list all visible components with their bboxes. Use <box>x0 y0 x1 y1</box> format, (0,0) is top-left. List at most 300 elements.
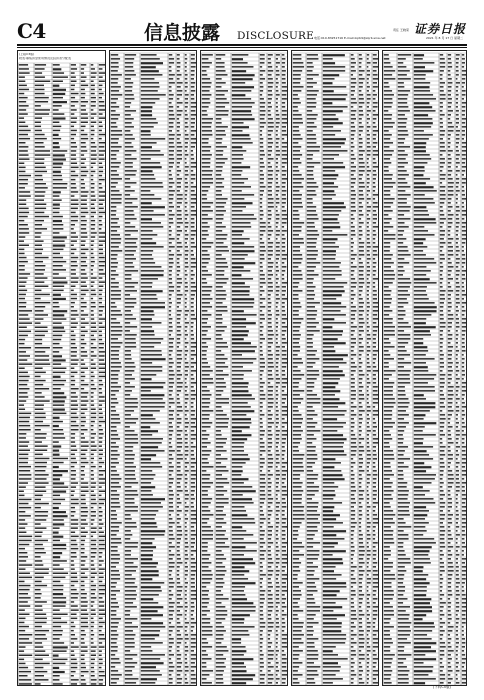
table-cell-microprint <box>177 218 182 220</box>
table-cell-microprint <box>216 202 226 204</box>
table-cell-microprint <box>307 466 312 468</box>
table-cell-microprint <box>191 542 195 544</box>
table-cell-microprint <box>177 82 183 84</box>
table-cell-microprint <box>141 534 165 536</box>
table-cell-microprint <box>99 491 106 493</box>
table-cell-microprint <box>81 630 85 632</box>
table-cell-microprint <box>268 374 272 376</box>
table-cell-microprint <box>191 630 193 632</box>
table-cell-microprint <box>351 474 355 476</box>
table-cell-microprint <box>111 658 120 660</box>
table-cell-microprint <box>282 334 285 336</box>
table-cell-microprint <box>35 302 51 304</box>
table-cell-microprint <box>373 130 379 132</box>
table-cell-microprint <box>91 281 95 283</box>
table-cell-microprint <box>71 109 77 111</box>
table-cell-microprint <box>71 380 75 382</box>
table-cell-microprint <box>202 234 209 236</box>
table-cell-microprint <box>323 58 333 60</box>
table-cell-microprint <box>276 518 279 520</box>
table-cell-microprint <box>260 486 265 488</box>
table-cell-microprint <box>191 318 197 320</box>
table-cell-microprint <box>307 230 318 232</box>
table-cell-microprint <box>177 398 180 400</box>
table-cell-microprint <box>91 232 97 234</box>
table-cell-microprint <box>323 430 338 432</box>
table-cell-microprint <box>81 478 84 480</box>
table-cell-microprint <box>307 302 320 304</box>
table-cell-microprint <box>351 562 353 564</box>
table-cell-microprint <box>282 178 288 180</box>
table-cell-microprint <box>323 554 333 556</box>
table-cell-microprint <box>260 298 266 300</box>
table-cell-microprint <box>191 450 194 452</box>
table-cell-microprint <box>19 618 26 620</box>
table-cell-microprint <box>232 382 249 384</box>
table-cell-microprint <box>169 458 174 460</box>
table-cell-microprint <box>35 261 43 263</box>
table-cell-microprint <box>111 114 120 116</box>
table-cell-microprint <box>367 278 369 280</box>
table-cell-microprint <box>216 606 226 608</box>
table-cell-microprint <box>53 138 61 140</box>
table-cell-microprint <box>276 498 278 500</box>
table-cell-microprint <box>35 335 45 337</box>
table-cell-microprint <box>169 174 172 176</box>
table-cell-microprint <box>216 602 222 604</box>
table-cell-microprint <box>71 302 75 304</box>
table-cell-microprint <box>141 346 154 348</box>
table-cell-microprint <box>53 564 60 566</box>
table-cell-microprint <box>35 327 48 329</box>
table-cell-microprint <box>185 410 189 412</box>
table-cell-microprint <box>125 334 137 336</box>
table-cell-microprint <box>185 626 188 628</box>
table-cell-microprint <box>351 450 357 452</box>
table-cell-microprint <box>185 178 187 180</box>
table-cell-microprint <box>232 462 246 464</box>
table-cell-microprint <box>216 590 221 592</box>
table-cell-microprint <box>71 339 76 341</box>
table-cell-microprint <box>268 154 271 156</box>
table-cell-microprint <box>169 434 172 436</box>
table-cell-microprint <box>111 566 116 568</box>
table-cell-microprint <box>367 630 370 632</box>
table-cell-microprint <box>185 74 188 76</box>
table-cell-microprint <box>323 166 345 168</box>
table-cell-microprint <box>232 594 246 596</box>
table-cell-microprint <box>35 626 42 628</box>
table-cell-microprint <box>293 606 300 608</box>
table-cell-microprint <box>177 630 180 632</box>
table-cell-microprint <box>169 134 175 136</box>
table-cell-microprint <box>81 64 86 66</box>
table-cell-microprint <box>185 670 189 672</box>
table-cell-microprint <box>260 566 263 568</box>
table-cell-microprint <box>359 606 361 608</box>
table-cell-microprint <box>268 498 273 500</box>
table-cell-microprint <box>71 638 78 640</box>
table-cell-microprint <box>19 72 30 74</box>
table-cell-microprint <box>185 346 187 348</box>
table-cell-microprint <box>141 430 158 432</box>
table-cell-microprint <box>282 350 287 352</box>
table-cell-microprint <box>191 278 194 280</box>
table-cell-microprint <box>53 466 59 468</box>
table-cell-microprint <box>81 195 88 197</box>
table-cell-microprint <box>91 445 97 447</box>
table-cell-microprint <box>359 506 363 508</box>
table-cell-microprint <box>307 102 317 104</box>
table-cell-microprint <box>351 402 354 404</box>
table-cell-microprint <box>91 167 93 169</box>
table-cell-microprint <box>141 518 155 520</box>
table-cell-microprint <box>111 662 121 664</box>
table-cell-microprint <box>260 610 263 612</box>
table-cell-microprint <box>19 413 31 415</box>
table-cell-microprint <box>81 683 86 685</box>
table-cell-microprint <box>111 518 117 520</box>
table-cell-microprint <box>276 622 279 624</box>
table-cell-microprint <box>141 282 153 284</box>
table-cell-microprint <box>71 556 77 558</box>
table-cell-microprint <box>35 253 42 255</box>
table-cell-microprint <box>351 270 355 272</box>
table-cell-microprint <box>373 558 376 560</box>
table-cell-microprint <box>53 76 68 78</box>
table-cell-microprint <box>202 478 210 480</box>
table-cell-microprint <box>169 82 175 84</box>
table-cell-microprint <box>81 376 86 378</box>
table-cell-microprint <box>111 110 116 112</box>
table-cell-microprint <box>276 618 279 620</box>
table-cell-microprint <box>35 167 46 169</box>
table-cell-microprint <box>91 573 97 575</box>
table-cell-microprint <box>260 522 264 524</box>
table-cell-microprint <box>35 601 47 603</box>
table-cell-microprint <box>91 64 94 66</box>
table-cell-microprint <box>185 278 187 280</box>
table-cell-microprint <box>81 675 84 677</box>
table-cell-microprint <box>35 638 47 640</box>
table-cell-microprint <box>71 667 78 669</box>
table-cell-microprint <box>268 170 273 172</box>
table-cell-microprint <box>276 338 278 340</box>
table-cell-microprint <box>169 74 175 76</box>
table-cell-microprint <box>191 254 194 256</box>
table-cell-microprint <box>81 199 87 201</box>
table-cell-microprint <box>323 386 336 388</box>
table-cell-microprint <box>323 154 339 156</box>
table-cell-microprint <box>19 64 28 66</box>
table-cell-microprint <box>307 638 319 640</box>
table-cell-microprint <box>232 482 244 484</box>
table-cell-microprint <box>177 266 180 268</box>
table-cell-microprint <box>293 294 299 296</box>
table-cell-microprint <box>260 410 262 412</box>
table-cell-microprint <box>19 314 28 316</box>
table-cell-microprint <box>260 354 263 356</box>
table-cell-microprint <box>260 434 265 436</box>
table-cell-microprint <box>307 598 315 600</box>
table-cell-microprint <box>202 270 208 272</box>
table-cell-microprint <box>53 503 61 505</box>
table-cell-microprint <box>307 142 317 144</box>
table-cell-microprint <box>191 462 196 464</box>
table-cell-microprint <box>268 650 274 652</box>
table-cell-microprint <box>216 330 225 332</box>
table-cell-microprint <box>185 246 188 248</box>
table-cell-microprint <box>91 142 95 144</box>
table-cell-microprint <box>53 478 60 480</box>
table-cell-microprint <box>99 679 103 681</box>
table-cell-microprint <box>191 394 197 396</box>
table-cell-microprint <box>71 113 75 115</box>
table-cell-microprint <box>202 218 213 220</box>
table-cell-microprint <box>191 514 197 516</box>
table-cell-microprint <box>19 212 29 214</box>
table-column-4 <box>291 50 379 686</box>
table-cell-microprint <box>91 310 94 312</box>
table-cell-microprint <box>177 622 181 624</box>
table-cell-microprint <box>185 426 188 428</box>
table-cell-microprint <box>367 294 369 296</box>
table-cell-microprint <box>53 679 60 681</box>
table-cell-microprint <box>268 54 273 56</box>
table-cell-microprint <box>53 355 62 357</box>
table-cell-microprint <box>91 478 94 480</box>
table-cell-microprint <box>260 86 264 88</box>
table-cell-microprint <box>99 64 105 66</box>
table-cell-microprint <box>260 338 265 340</box>
table-cell-microprint <box>19 335 28 337</box>
table-cell-microprint <box>276 430 280 432</box>
table-cell-microprint <box>185 398 189 400</box>
table-cell-microprint <box>185 118 189 120</box>
table-grid-2 <box>110 51 197 686</box>
table-cell-microprint <box>367 274 370 276</box>
table-cell-microprint <box>91 351 94 353</box>
table-cell-microprint <box>177 122 180 124</box>
table-cell-microprint <box>276 150 280 152</box>
table-cell-microprint <box>177 602 180 604</box>
table-cell-microprint <box>53 482 64 484</box>
table-cell-microprint <box>293 90 302 92</box>
table-cell-microprint <box>232 326 246 328</box>
table-cell-microprint <box>307 490 319 492</box>
table-cell-microprint <box>293 326 300 328</box>
table-cell-microprint <box>35 609 43 611</box>
table-cell-microprint <box>367 222 369 224</box>
table-cell-microprint <box>359 154 363 156</box>
table-cell-microprint <box>35 568 49 570</box>
table-cell-microprint <box>19 249 25 251</box>
table-cell-microprint <box>185 558 189 560</box>
table-cell-microprint <box>260 482 266 484</box>
table-cell-microprint <box>71 331 74 333</box>
table-cell-microprint <box>293 222 304 224</box>
table-cell-microprint <box>53 683 63 685</box>
table-cell-microprint <box>99 204 103 206</box>
table-cell-microprint <box>202 466 214 468</box>
table-cell-microprint <box>35 458 50 460</box>
table-cell-microprint <box>19 343 25 345</box>
table-cell-microprint <box>323 322 346 324</box>
table-cell-microprint <box>260 578 263 580</box>
table-cell-microprint <box>373 246 378 248</box>
table-cell-microprint <box>125 526 137 528</box>
table-cell-microprint <box>99 638 105 640</box>
table-cell-microprint <box>232 182 244 184</box>
table-cell-microprint <box>351 586 353 588</box>
table-cell-microprint <box>367 322 369 324</box>
table-cell-microprint <box>81 117 88 119</box>
table-cell-microprint <box>323 310 341 312</box>
table-cell-microprint <box>111 150 119 152</box>
table-cell-microprint <box>323 582 346 584</box>
table-cell-microprint <box>282 230 287 232</box>
masthead-rule <box>17 44 467 46</box>
table-cell-microprint <box>367 542 369 544</box>
table-cell-microprint <box>177 114 182 116</box>
table-cell-microprint <box>307 146 320 148</box>
table-cell-microprint <box>276 318 278 320</box>
table-cell-microprint <box>99 388 102 390</box>
table-cell-microprint <box>191 90 195 92</box>
table-cell-microprint <box>293 94 298 96</box>
table-cell-microprint <box>359 194 364 196</box>
table-cell-microprint <box>216 214 224 216</box>
table-cell-microprint <box>202 302 210 304</box>
table-cell-microprint <box>307 474 318 476</box>
table-cell-microprint <box>260 358 265 360</box>
table-cell-microprint <box>307 274 319 276</box>
table-cell-microprint <box>359 558 363 560</box>
table-cell-microprint <box>177 346 179 348</box>
table-cell-microprint <box>202 266 207 268</box>
table-cell-microprint <box>373 350 378 352</box>
table-cell-microprint <box>268 514 272 516</box>
table-cell-microprint <box>216 502 229 504</box>
table-cell-microprint <box>81 560 86 562</box>
table-cell-microprint <box>185 406 187 408</box>
table-cell-microprint <box>111 366 122 368</box>
table-cell-microprint <box>91 511 96 513</box>
table-cell-microprint <box>185 98 188 100</box>
table-cell-microprint <box>99 245 103 247</box>
table-cell-microprint <box>185 646 188 648</box>
table-cell-microprint <box>359 390 362 392</box>
table-cell-microprint <box>191 538 195 540</box>
table-cell-microprint <box>359 542 363 544</box>
table-cell-microprint <box>260 206 262 208</box>
table-cell-microprint <box>111 554 120 556</box>
table-cell-microprint <box>323 126 333 128</box>
table-cell-microprint <box>202 134 213 136</box>
table-cell-microprint <box>99 618 103 620</box>
table-cell-microprint <box>202 386 207 388</box>
table-cell-microprint <box>232 338 244 340</box>
table-cell-microprint <box>216 498 229 500</box>
table-cell-microprint <box>232 490 256 492</box>
table-cell-microprint <box>282 518 287 520</box>
table-cell-microprint <box>260 250 266 252</box>
table-cell-microprint <box>268 90 272 92</box>
table-cell-microprint <box>125 246 137 248</box>
table-cell-microprint <box>177 446 182 448</box>
table-cell-microprint <box>373 214 377 216</box>
table-cell-microprint <box>91 622 94 624</box>
table-cell-microprint <box>323 558 343 560</box>
table-cell-microprint <box>71 634 75 636</box>
table-cell-microprint <box>282 418 285 420</box>
table-cell-microprint <box>141 462 160 464</box>
table-cell-microprint <box>81 134 88 136</box>
table-cell-microprint <box>141 166 162 168</box>
table-cell-microprint <box>169 454 172 456</box>
table-cell-microprint <box>323 370 343 372</box>
table-cell-microprint <box>307 410 315 412</box>
table-cell-microprint <box>351 90 355 92</box>
table-cell-microprint <box>216 582 225 584</box>
table-cell-microprint <box>81 491 89 493</box>
table-cell-microprint <box>282 98 287 100</box>
table-cell-microprint <box>367 334 370 336</box>
table-cell-microprint <box>35 491 46 493</box>
table-cell-microprint <box>367 194 369 196</box>
table-cell-microprint <box>111 574 120 576</box>
table-cell-microprint <box>99 228 102 230</box>
table-cell-microprint <box>216 398 229 400</box>
table-cell-microprint <box>91 126 94 128</box>
table-cell-microprint <box>359 554 365 556</box>
table-cell-microprint <box>323 162 343 164</box>
table-cell-microprint <box>216 666 226 668</box>
table-cell-microprint <box>185 186 188 188</box>
table-cell-microprint <box>373 594 376 596</box>
table-cell-microprint <box>191 534 196 536</box>
table-cell-microprint <box>53 72 64 74</box>
table-cell-microprint <box>99 683 103 685</box>
table-cell-microprint <box>53 548 67 550</box>
table-cell-microprint <box>293 630 302 632</box>
table-cell-microprint <box>367 246 371 248</box>
table-cell-microprint <box>191 446 196 448</box>
table-cell-microprint <box>111 230 117 232</box>
table-cell-microprint <box>91 314 94 316</box>
table-cell-microprint <box>35 236 41 238</box>
table-cell-microprint <box>191 614 193 616</box>
table-cell-microprint <box>323 186 338 188</box>
table-cell-microprint <box>268 298 271 300</box>
table-cell-microprint <box>169 382 174 384</box>
table-cell-microprint <box>232 202 253 204</box>
table-cell-microprint <box>191 602 194 604</box>
table-cell-microprint <box>71 240 77 242</box>
table-cell-microprint <box>373 634 377 636</box>
table-cell-microprint <box>71 76 76 78</box>
table-cell-microprint <box>35 409 44 411</box>
table-cell-microprint <box>177 478 182 480</box>
table-cell-microprint <box>367 150 371 152</box>
table-grid-3 <box>201 51 288 686</box>
table-cell-microprint <box>260 106 265 108</box>
table-cell-microprint <box>359 342 362 344</box>
table-cell-microprint <box>35 519 46 521</box>
table-cell-microprint <box>359 150 365 152</box>
table-cell-microprint <box>177 438 182 440</box>
table-cell-microprint <box>19 564 32 566</box>
